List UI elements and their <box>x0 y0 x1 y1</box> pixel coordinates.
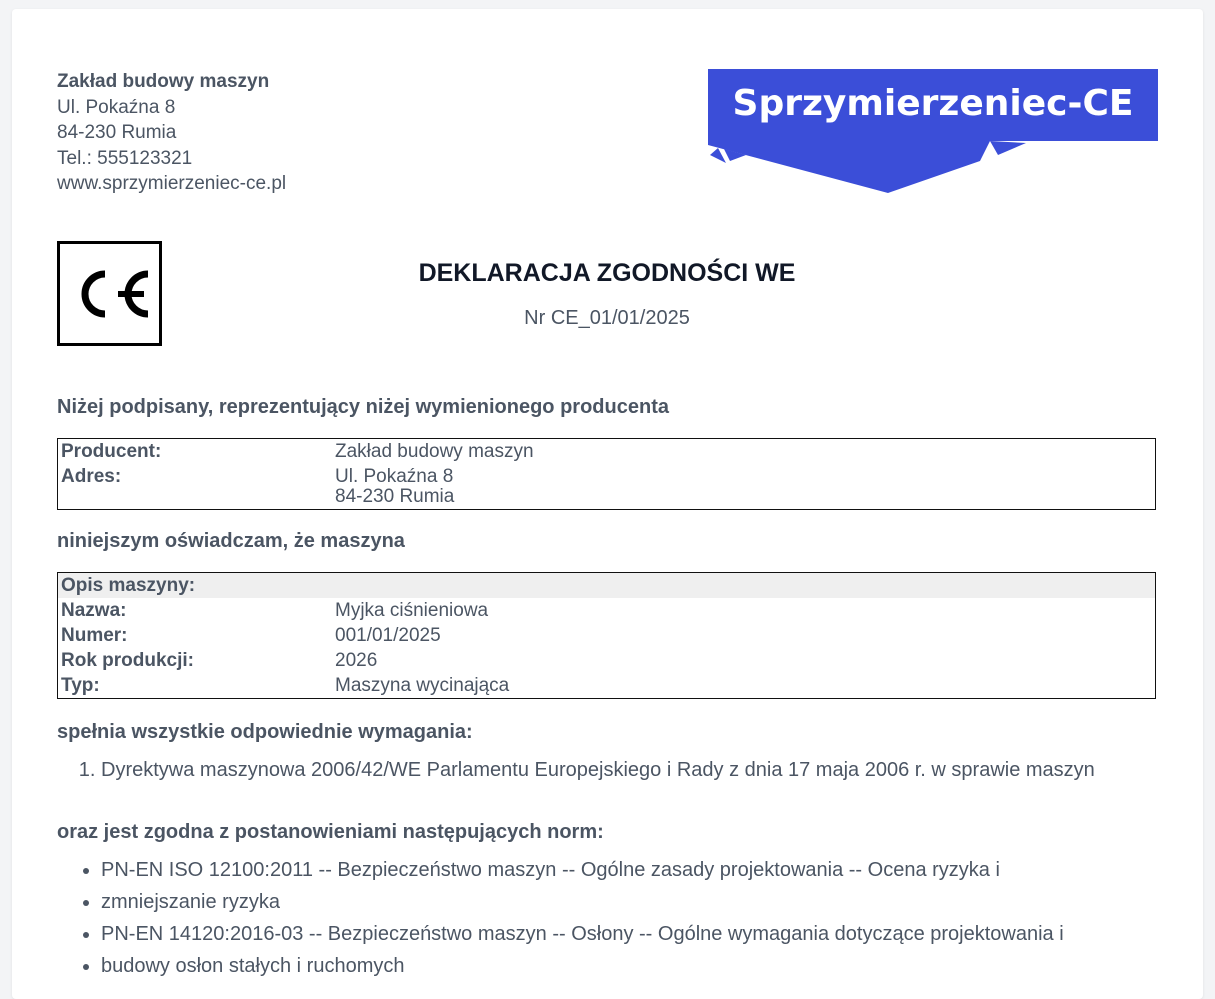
section-heading-requirements: spełnia wszystkie odpowiednie wymagania: <box>57 721 473 743</box>
machine-table <box>57 572 1156 699</box>
ce-mark <box>57 241 162 346</box>
company-phone: Tel.: 555123321 <box>57 147 193 169</box>
machine-row-number <box>58 623 1155 648</box>
norms-list <box>101 854 1064 982</box>
machine-row-name <box>58 598 1155 623</box>
company-logo <box>708 69 1158 193</box>
logo-shard-right <box>990 141 1026 155</box>
section-heading-machine: niniejszym oświadczam, że maszyna <box>57 530 405 552</box>
machine-value: Maszyna wycinająca <box>335 675 510 696</box>
address-line-2: 84-230 Rumia <box>335 486 455 507</box>
address-line-1: Ul. Pokaźna 8 <box>335 466 454 487</box>
machine-value: 2026 <box>335 650 378 671</box>
machine-table-header: Opis maszyny: <box>58 573 1155 598</box>
directives-list <box>101 754 1095 786</box>
logo-text: Sprzymierzeniec-CE <box>732 83 1134 124</box>
norm-item: • budowy osłon stałych i ruchomych <box>101 950 1064 982</box>
document-title: DEKLARACJA ZGODNOŚCI WE <box>418 259 796 287</box>
logo-shard-left <box>710 148 726 163</box>
machine-row-type <box>58 673 1155 698</box>
address-row <box>58 464 1155 509</box>
section-heading-producer: Niżej podpisany, reprezentujący niżej wymienionego producenta <box>57 396 669 418</box>
ce-letter-c <box>85 274 105 314</box>
machine-row-year <box>58 648 1155 673</box>
producer-value: Zakład budowy maszyn <box>335 441 534 462</box>
address-label: Adres: <box>61 466 122 487</box>
directive-item: 1. Dyrektywa maszynowa 2006/42/WE Parlamentu Europejskiego i Rady z dnia 17 maja 2006 r. w sprawie maszyn <box>101 754 1095 786</box>
machine-label: Nazwa: <box>61 600 127 621</box>
section-heading-norms: oraz jest zgodna z postanowieniami następujących norm: <box>57 821 604 843</box>
producer-label: Producent: <box>61 441 162 462</box>
norm-item: • PN-EN ISO 12100:2011 -- Bezpieczeństwo maszyn -- Ogólne zasady projektowania -- Ocena ryzyka i <box>101 854 1064 886</box>
company-name: Zakład budowy maszyn <box>57 71 270 92</box>
company-info <box>57 69 286 197</box>
company-street: Ul. Pokaźna 8 <box>57 96 176 118</box>
machine-value: 001/01/2025 <box>335 625 441 646</box>
machine-label: Rok produkcji: <box>61 650 195 671</box>
producer-table <box>57 438 1156 510</box>
document-page <box>12 9 1203 999</box>
producer-row <box>58 439 1155 464</box>
norm-item: • zmniejszanie ryzyka <box>101 886 1064 918</box>
company-website: www.sprzymierzeniec-ce.pl <box>57 173 287 194</box>
machine-label: Typ: <box>61 675 100 696</box>
address-value <box>335 464 1155 507</box>
machine-label: Numer: <box>61 625 128 646</box>
machine-value: Myjka ciśnieniowa <box>335 600 489 621</box>
company-city: 84-230 Rumia <box>57 122 177 143</box>
document-number: Nr CE_01/01/2025 <box>524 307 690 329</box>
norm-item: • PN-EN 14120:2016-03 -- Bezpieczeństwo maszyn -- Osłony -- Ogólne wymagania dotyczące projektowania i <box>101 918 1064 950</box>
